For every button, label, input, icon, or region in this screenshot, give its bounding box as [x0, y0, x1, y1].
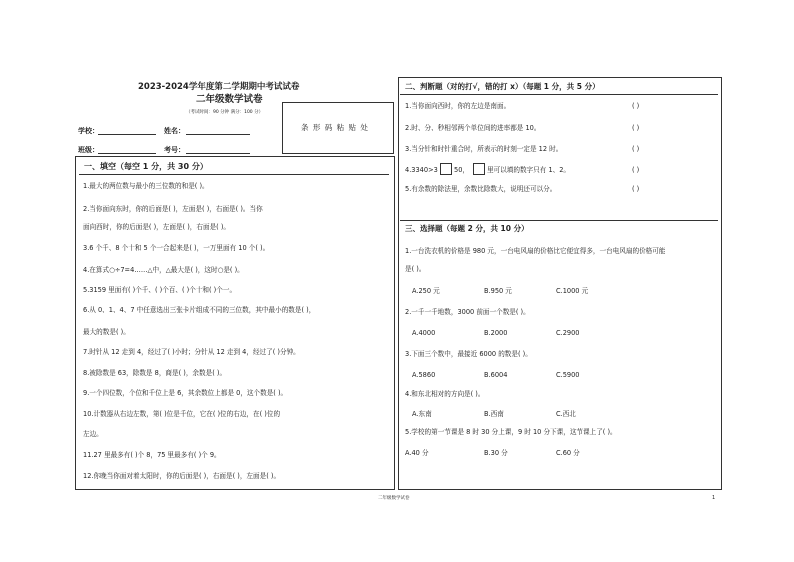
blank-box-1[interactable] [440, 163, 452, 175]
choice-q3-option-a[interactable]: A.5860 [412, 371, 436, 379]
barcode-label: 条 形 码 粘 贴 处 [301, 123, 369, 132]
judge-item-1: 1.当你面向西时，你的左边是南面。 [405, 102, 511, 110]
judge-answer-3[interactable]: ( ) [632, 145, 640, 153]
choice-q5: 5.学校的第一节课是 8 时 30 分上课，9 时 10 分下课，这节课上了( )。 [405, 428, 617, 436]
choice-q4-option-a[interactable]: A.东南 [412, 410, 432, 418]
name-field[interactable] [186, 134, 250, 135]
page-number: 1 [712, 495, 716, 501]
class-label: 班级： [78, 146, 99, 154]
choice-q1-option-c[interactable]: C.1000 元 [556, 287, 589, 295]
fill-line-2: 2.当你面向东时，你的后面是( )，左面是( )，右面是( )。当你 [83, 205, 263, 213]
judge-item-3: 3.当分针和时针重合时，所表示的时刻一定是 12 时。 [405, 145, 563, 153]
fill-line-11: 9.一个四位数，个位和千位上是 6，其余数位上都是 0，这个数是( )。 [83, 389, 288, 397]
number-field[interactable] [186, 153, 250, 154]
choice-q4: 4.和东北相对的方向是( )。 [405, 390, 485, 398]
choice-q1-line1: 1.一台洗衣机的价格是 980 元，一台电风扇的价格比它便宜得多，一台电风扇的价格可能 [405, 247, 666, 255]
exam-subtitle: 二年级数学试卷 [196, 94, 263, 105]
fill-line-8: 最大的数是( )。 [83, 328, 130, 336]
section2-heading: 二、判断题（对的打√，错的打 x）（每题 1 分，共 5 分） [405, 82, 600, 91]
choice-q2-option-b[interactable]: B.2000 [484, 329, 508, 337]
choice-q2-option-a[interactable]: A.4000 [412, 329, 436, 337]
section1-divider [79, 174, 389, 175]
fill-line-3: 面向西时，你的后面是( )，左面是( )，右面是( )。 [83, 223, 231, 231]
fill-line-7: 6.从 0、1、4、7 中任意选出三张卡片组成不同的三位数，其中最小的数是( )， [83, 306, 316, 314]
choice-q4-option-c[interactable]: C.西北 [556, 410, 576, 418]
judge-answer-1[interactable]: ( ) [632, 102, 640, 110]
fill-line-1: 1.最大的两位数与最小的三位数的和是( )。 [83, 182, 209, 190]
judge-item-4-before: 4.3340>3 [405, 166, 438, 174]
fill-line-9: 7.时针从 12 走到 4，经过了( )小时；分针从 12 走到 4，经过了( )分钟。 [83, 348, 300, 356]
judge-item-4-after: 里可以填的数字只有 1、2。 [487, 166, 571, 174]
choice-q4-option-b[interactable]: B.西南 [484, 410, 504, 418]
judge-answer-4[interactable]: ( ) [632, 166, 640, 174]
choice-q1-option-b[interactable]: B.950 元 [484, 287, 512, 295]
fill-line-5: 4.在算式○÷7=4……△中，△最大是( )，这时○是( )。 [83, 266, 244, 274]
judge-item-5: 5.有余数的除法里，余数比除数大，说明还可以分。 [405, 185, 557, 193]
exam-info: （考试时间：90 分钟 满分：100 分） [186, 110, 264, 115]
school-label: 学校： [78, 127, 99, 135]
section3-heading: 三、选择题（每题 2 分，共 10 分） [405, 224, 529, 233]
choice-q5-option-c[interactable]: C.60 分 [556, 449, 580, 457]
section1-heading: 一、填空（每空 1 分，共 30 分） [84, 162, 208, 171]
choice-q2-option-c[interactable]: C.2900 [556, 329, 580, 337]
footer-center: 二年级数学试卷 [378, 496, 410, 501]
choice-q3-option-c[interactable]: C.5900 [556, 371, 580, 379]
judge-answer-5[interactable]: ( ) [632, 185, 640, 193]
fill-line-6: 5.3159 里面有( )个千、( )个百、( )个十和( )个一。 [83, 286, 237, 294]
fill-line-4: 3.6 个千、8 个十和 5 个一合起来是( )，一万里面有 10 个( )。 [83, 244, 270, 252]
choice-q3-option-b[interactable]: B.6004 [484, 371, 508, 379]
exam-title: 2023-2024学年度第二学期期中考试试卷 [138, 82, 300, 92]
fill-line-15: 12.你晚当你面对着太阳时，你的后面是( )，右面是( )，左面是( )。 [83, 472, 281, 480]
fill-line-13: 左边。 [83, 430, 103, 438]
judge-item-2: 2.时、分、秒相邻两个单位间的进率都是 10。 [405, 124, 541, 132]
choice-q5-option-a[interactable]: A.40 分 [405, 449, 429, 457]
fill-line-12: 10.计数器从右边左数，第( )位是千位，它在( )位的右边，在( )位的 [83, 410, 281, 418]
school-field[interactable] [98, 134, 156, 135]
section2-divider [400, 94, 718, 95]
choice-q1-line2: 是( )。 [405, 265, 426, 273]
class-field[interactable] [98, 153, 156, 154]
blank-box-2[interactable] [473, 163, 485, 175]
fill-line-14: 11.27 里最多有( )个 8，75 里最多有( )个 9。 [83, 451, 221, 459]
choice-q5-option-b[interactable]: B.30 分 [484, 449, 508, 457]
fill-line-10: 8.被除数是 63，除数是 8，商是( )，余数是( )。 [83, 369, 227, 377]
choice-q3: 3.下面三个数中，最接近 6000 的数是( )。 [405, 350, 532, 358]
name-label: 姓名： [164, 127, 185, 135]
judge-answer-2[interactable]: ( ) [632, 124, 640, 132]
barcode-box [282, 102, 394, 154]
number-label: 考号： [164, 146, 185, 154]
section3-divider [400, 220, 718, 221]
choice-q1-option-a[interactable]: A.250 元 [412, 287, 440, 295]
judge-item-4-mid: 50， [454, 166, 469, 174]
choice-q2: 2.一千一千地数，3000 前面一个数是( )。 [405, 308, 530, 316]
